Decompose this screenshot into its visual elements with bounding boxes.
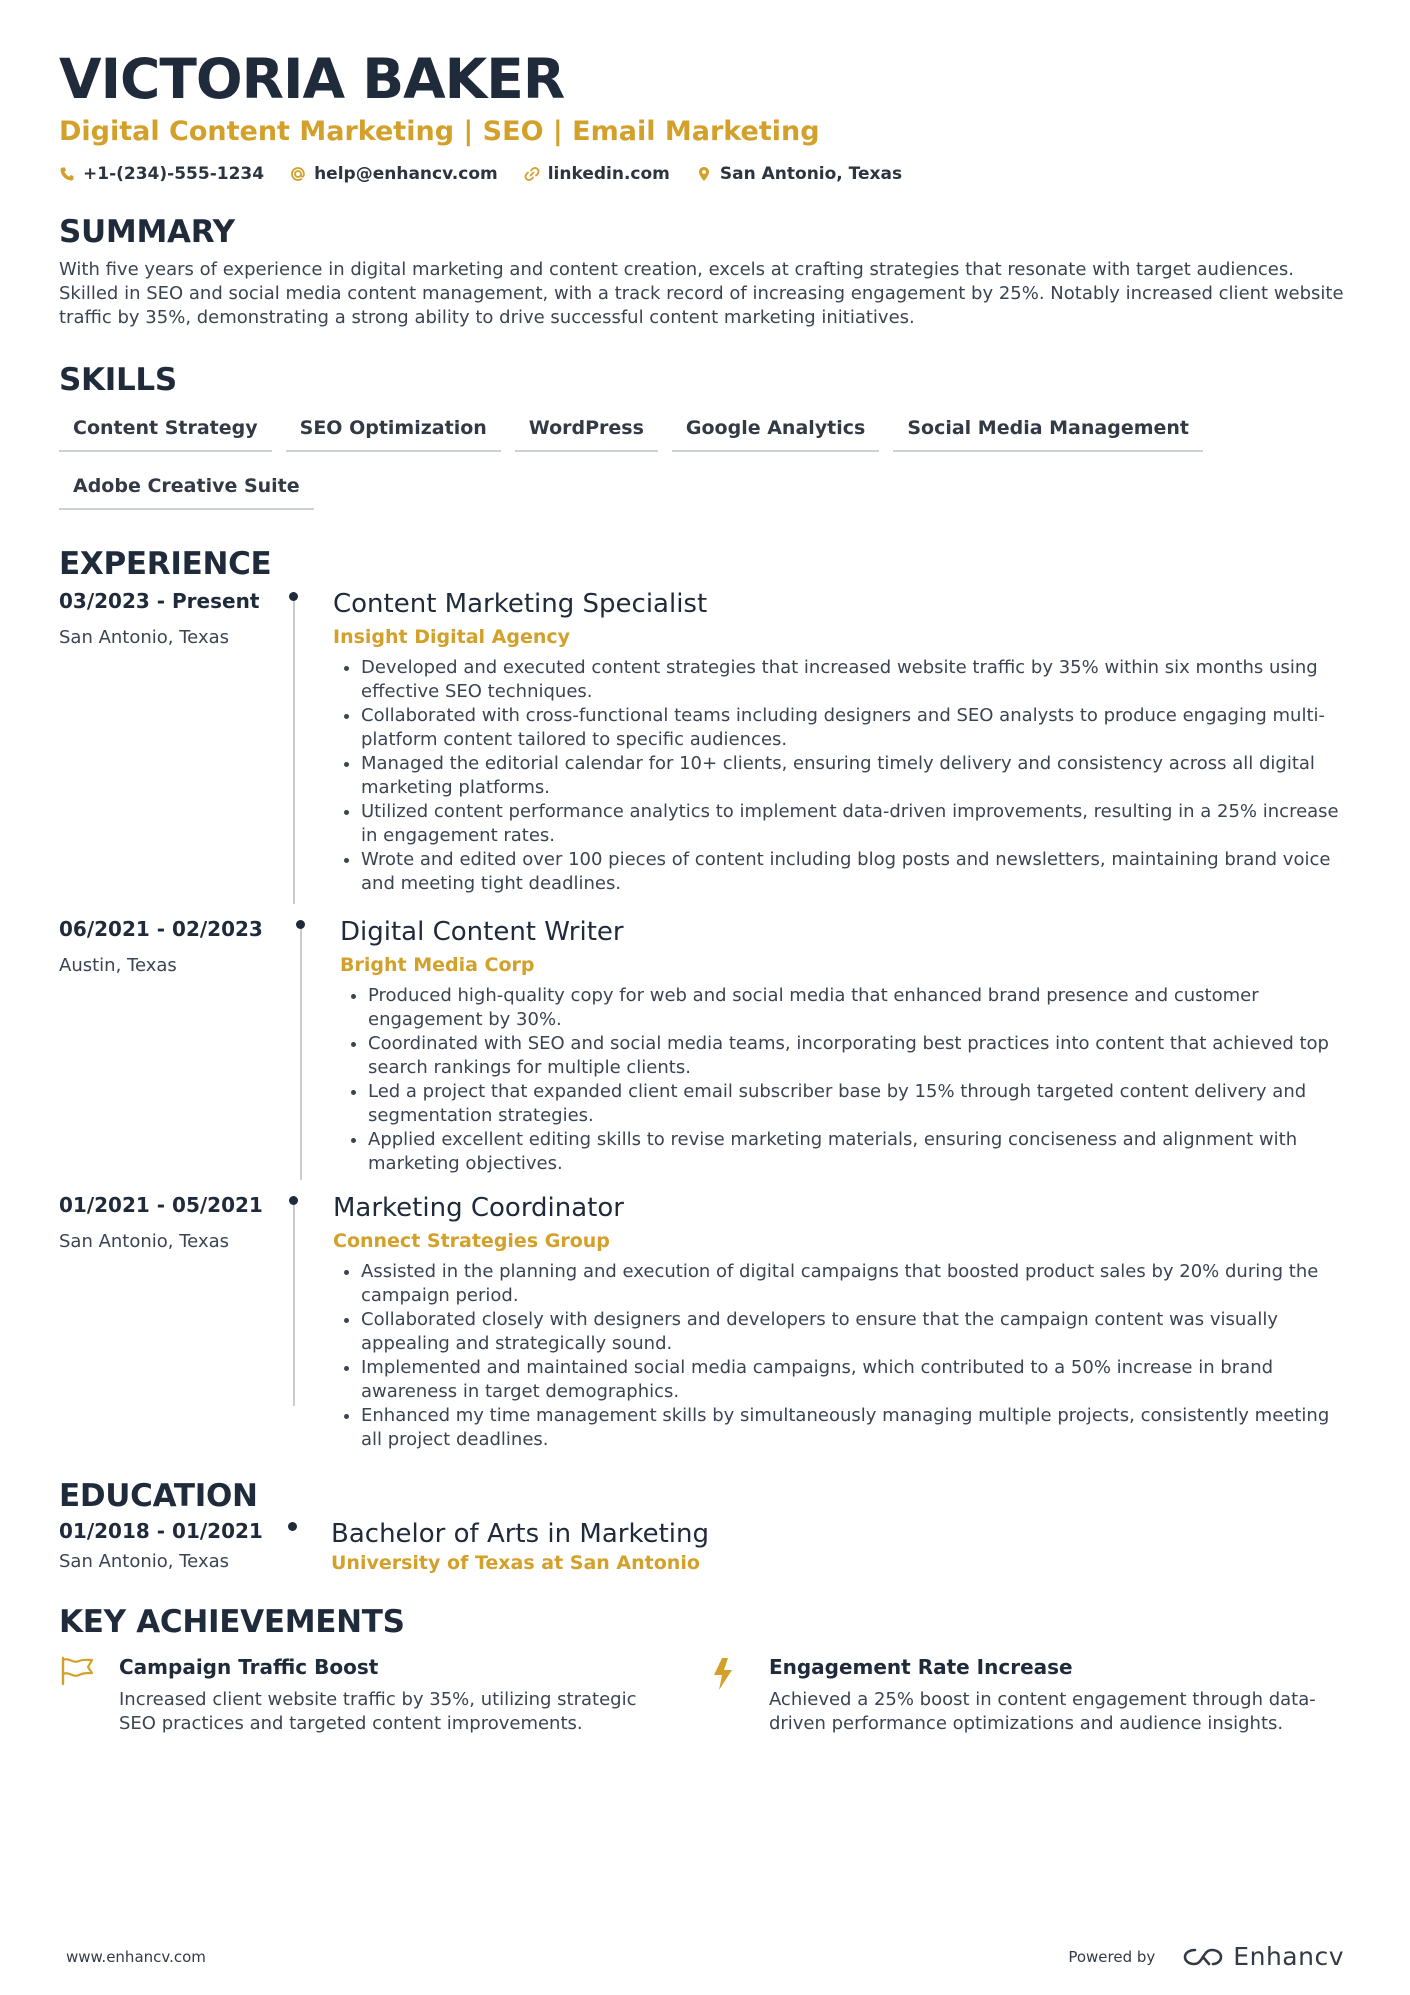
education-details	[295, 1518, 1351, 1576]
achievement-description: Increased client website traffic by 35%, utilizing strategic SEO practices and targeted content improvements.	[119, 1689, 637, 1734]
contact-location	[696, 164, 902, 184]
experience-entry	[59, 1192, 1351, 1456]
responsibility-item: • Collaborated with cross-functional teams including designers and SEO analysts to produce engaging multi-platform content tailored to specific audiences.	[361, 704, 1351, 752]
responsibility-item: • Utilized content performance analytics to implement data-driven improvements, resulting in a 25% increase in engagement rates.	[361, 800, 1351, 848]
summary-heading: SUMMARY	[59, 214, 235, 250]
skill-tag: Adobe Creative Suite	[59, 466, 314, 510]
timeline-line	[300, 920, 302, 1180]
powered-by-label: Powered by	[1068, 1947, 1156, 1966]
summary-text: With five years of experience in digital marketing and content creation, excels at crafting strategies that resonate with target audiences. Skilled in SEO and social media content management, with a track record of increasing engagement by 25%. Notably increased client website traffic by 35%, demonstrating a strong ability to drive successful content marketing initiatives.	[59, 259, 1344, 328]
experience-date: 06/2021 - 02/2023	[59, 917, 263, 941]
timeline-dot	[289, 592, 298, 601]
school-name: University of Texas at San Antonio	[331, 1552, 700, 1574]
enhancv-logo[interactable]	[1181, 1942, 1344, 1971]
achievement-icon-wrap	[709, 1654, 769, 1736]
skills-heading: SKILLS	[59, 362, 177, 398]
summary-section	[59, 212, 1351, 330]
education-date: 01/2018 - 01/2021	[59, 1519, 263, 1543]
company-name: Connect Strategies Group	[333, 1230, 610, 1252]
education-location: San Antonio, Texas	[59, 1551, 229, 1572]
job-title: Content Marketing Specialist	[333, 589, 708, 619]
responsibility-item: • Enhanced my time management skills by simultaneously managing multiple projects, consistently meeting all project deadlines.	[361, 1404, 1351, 1452]
education-meta	[59, 1518, 295, 1576]
footer-url[interactable]: www.enhancv.com	[66, 1947, 206, 1966]
responsibility-item: • Led a project that expanded client email subscriber base by 15% through targeted content delivery and segmentation strategies.	[368, 1080, 1351, 1128]
responsibility-item: • Developed and executed content strategies that increased website traffic by 35% within six months using effective SEO techniques.	[361, 656, 1351, 704]
experience-meta	[59, 588, 295, 904]
enhancv-logo-icon	[1181, 1945, 1225, 1969]
lightning-bolt-icon	[709, 1656, 739, 1692]
skill-tag: WordPress	[515, 408, 658, 452]
experience-meta	[59, 916, 302, 1180]
email-text: help@enhancv.com	[314, 164, 498, 184]
experience-entry	[59, 916, 1351, 1180]
responsibility-list	[333, 1260, 1351, 1452]
skill-tag: Social Media Management	[893, 408, 1203, 452]
timeline-dot	[288, 1522, 297, 1531]
company-name: Bright Media Corp	[340, 954, 535, 976]
experience-location: Austin, Texas	[59, 955, 177, 976]
experience-details	[295, 588, 1351, 904]
skill-tag: Google Analytics	[672, 408, 879, 452]
resume-header	[59, 46, 1351, 184]
candidate-title: Digital Content Marketing | SEO | Email Marketing	[59, 116, 820, 147]
responsibility-list	[333, 656, 1351, 896]
job-title: Digital Content Writer	[340, 917, 624, 947]
education-heading: EDUCATION	[59, 1478, 258, 1514]
responsibility-item: • Applied excellent editing skills to revise marketing materials, ensuring conciseness and alignment with marketing objectives.	[368, 1128, 1351, 1176]
company-name: Insight Digital Agency	[333, 626, 571, 648]
achievement-title: Engagement Rate Increase	[768, 1655, 1073, 1679]
contact-row	[59, 164, 1351, 184]
experience-section	[59, 544, 1351, 1456]
skills-list	[59, 408, 1351, 510]
at-icon	[290, 166, 306, 182]
achievement-description: Achieved a 25% boost in content engagement through data-driven performance optimizations and audience insights.	[768, 1689, 1316, 1734]
skill-tag: SEO Optimization	[286, 408, 501, 452]
experience-meta	[59, 1192, 295, 1456]
phone-icon	[59, 166, 75, 182]
timeline-line	[293, 1196, 295, 1406]
location-pin-icon	[696, 166, 712, 182]
link-icon	[524, 166, 540, 182]
phone-text: +1-(234)-555-1234	[83, 164, 265, 184]
experience-details	[302, 916, 1351, 1180]
education-section	[59, 1476, 1351, 1576]
contact-phone[interactable]	[59, 164, 264, 184]
location-text: San Antonio, Texas	[719, 164, 903, 184]
achievements-heading: KEY ACHIEVEMENTS	[59, 1604, 405, 1640]
experience-details	[295, 1192, 1351, 1456]
contact-email[interactable]	[290, 164, 498, 184]
achievement-item	[705, 1654, 1351, 1736]
experience-entry	[59, 588, 1351, 904]
achievements-section	[59, 1602, 1351, 1736]
experience-location: San Antonio, Texas	[59, 1231, 229, 1252]
skills-section	[59, 360, 1351, 510]
page-footer	[66, 1942, 1344, 1971]
degree-title: Bachelor of Arts in Marketing	[331, 1519, 709, 1549]
responsibility-item: • Wrote and edited over 100 pieces of content including blog posts and newsletters, maintaining brand voice and meeting tight deadlines.	[361, 848, 1351, 896]
skill-tag: Content Strategy	[59, 408, 272, 452]
achievement-content	[769, 1654, 1329, 1736]
responsibility-list	[340, 984, 1351, 1176]
responsibility-item: • Coordinated with SEO and social media teams, incorporating best practices into content that achieved top search rankings for multiple clients.	[368, 1032, 1351, 1080]
achievements-row	[59, 1654, 1351, 1736]
timeline-dot	[289, 1196, 298, 1205]
achievement-item	[59, 1654, 705, 1736]
responsibility-item: • Assisted in the planning and execution of digital campaigns that boosted product sales by 20% during the campaign period.	[361, 1260, 1351, 1308]
achievement-title: Campaign Traffic Boost	[119, 1655, 379, 1679]
achievement-icon-wrap	[59, 1654, 119, 1736]
experience-location: San Antonio, Texas	[59, 627, 229, 648]
experience-date: 01/2021 - 05/2021	[59, 1193, 263, 1217]
candidate-name: VICTORIA BAKER	[59, 47, 565, 111]
flag-icon	[59, 1656, 95, 1686]
responsibility-item: • Produced high-quality copy for web and social media that enhanced brand presence and customer engagement by 30%.	[368, 984, 1351, 1032]
brand-name: Enhancv	[1233, 1942, 1344, 1971]
timeline-line	[293, 592, 295, 904]
linkedin-text: linkedin.com	[547, 164, 670, 184]
responsibility-item: • Collaborated closely with designers and developers to ensure that the campaign content was visually appealing and strategically sound.	[361, 1308, 1351, 1356]
powered-by	[1068, 1942, 1344, 1971]
responsibility-item: • Managed the editorial calendar for 10+ clients, ensuring timely delivery and consistency across all digital marketing platforms.	[361, 752, 1351, 800]
experience-heading: EXPERIENCE	[59, 546, 272, 582]
achievement-content	[119, 1654, 679, 1736]
experience-date: 03/2023 - Present	[59, 589, 260, 613]
timeline-dot	[296, 920, 305, 929]
education-entry	[59, 1518, 1351, 1576]
responsibility-item: • Implemented and maintained social media campaigns, which contributed to a 50% increase in brand awareness in target demographics.	[361, 1356, 1351, 1404]
contact-linkedin[interactable]	[524, 164, 670, 184]
job-title: Marketing Coordinator	[333, 1193, 624, 1223]
